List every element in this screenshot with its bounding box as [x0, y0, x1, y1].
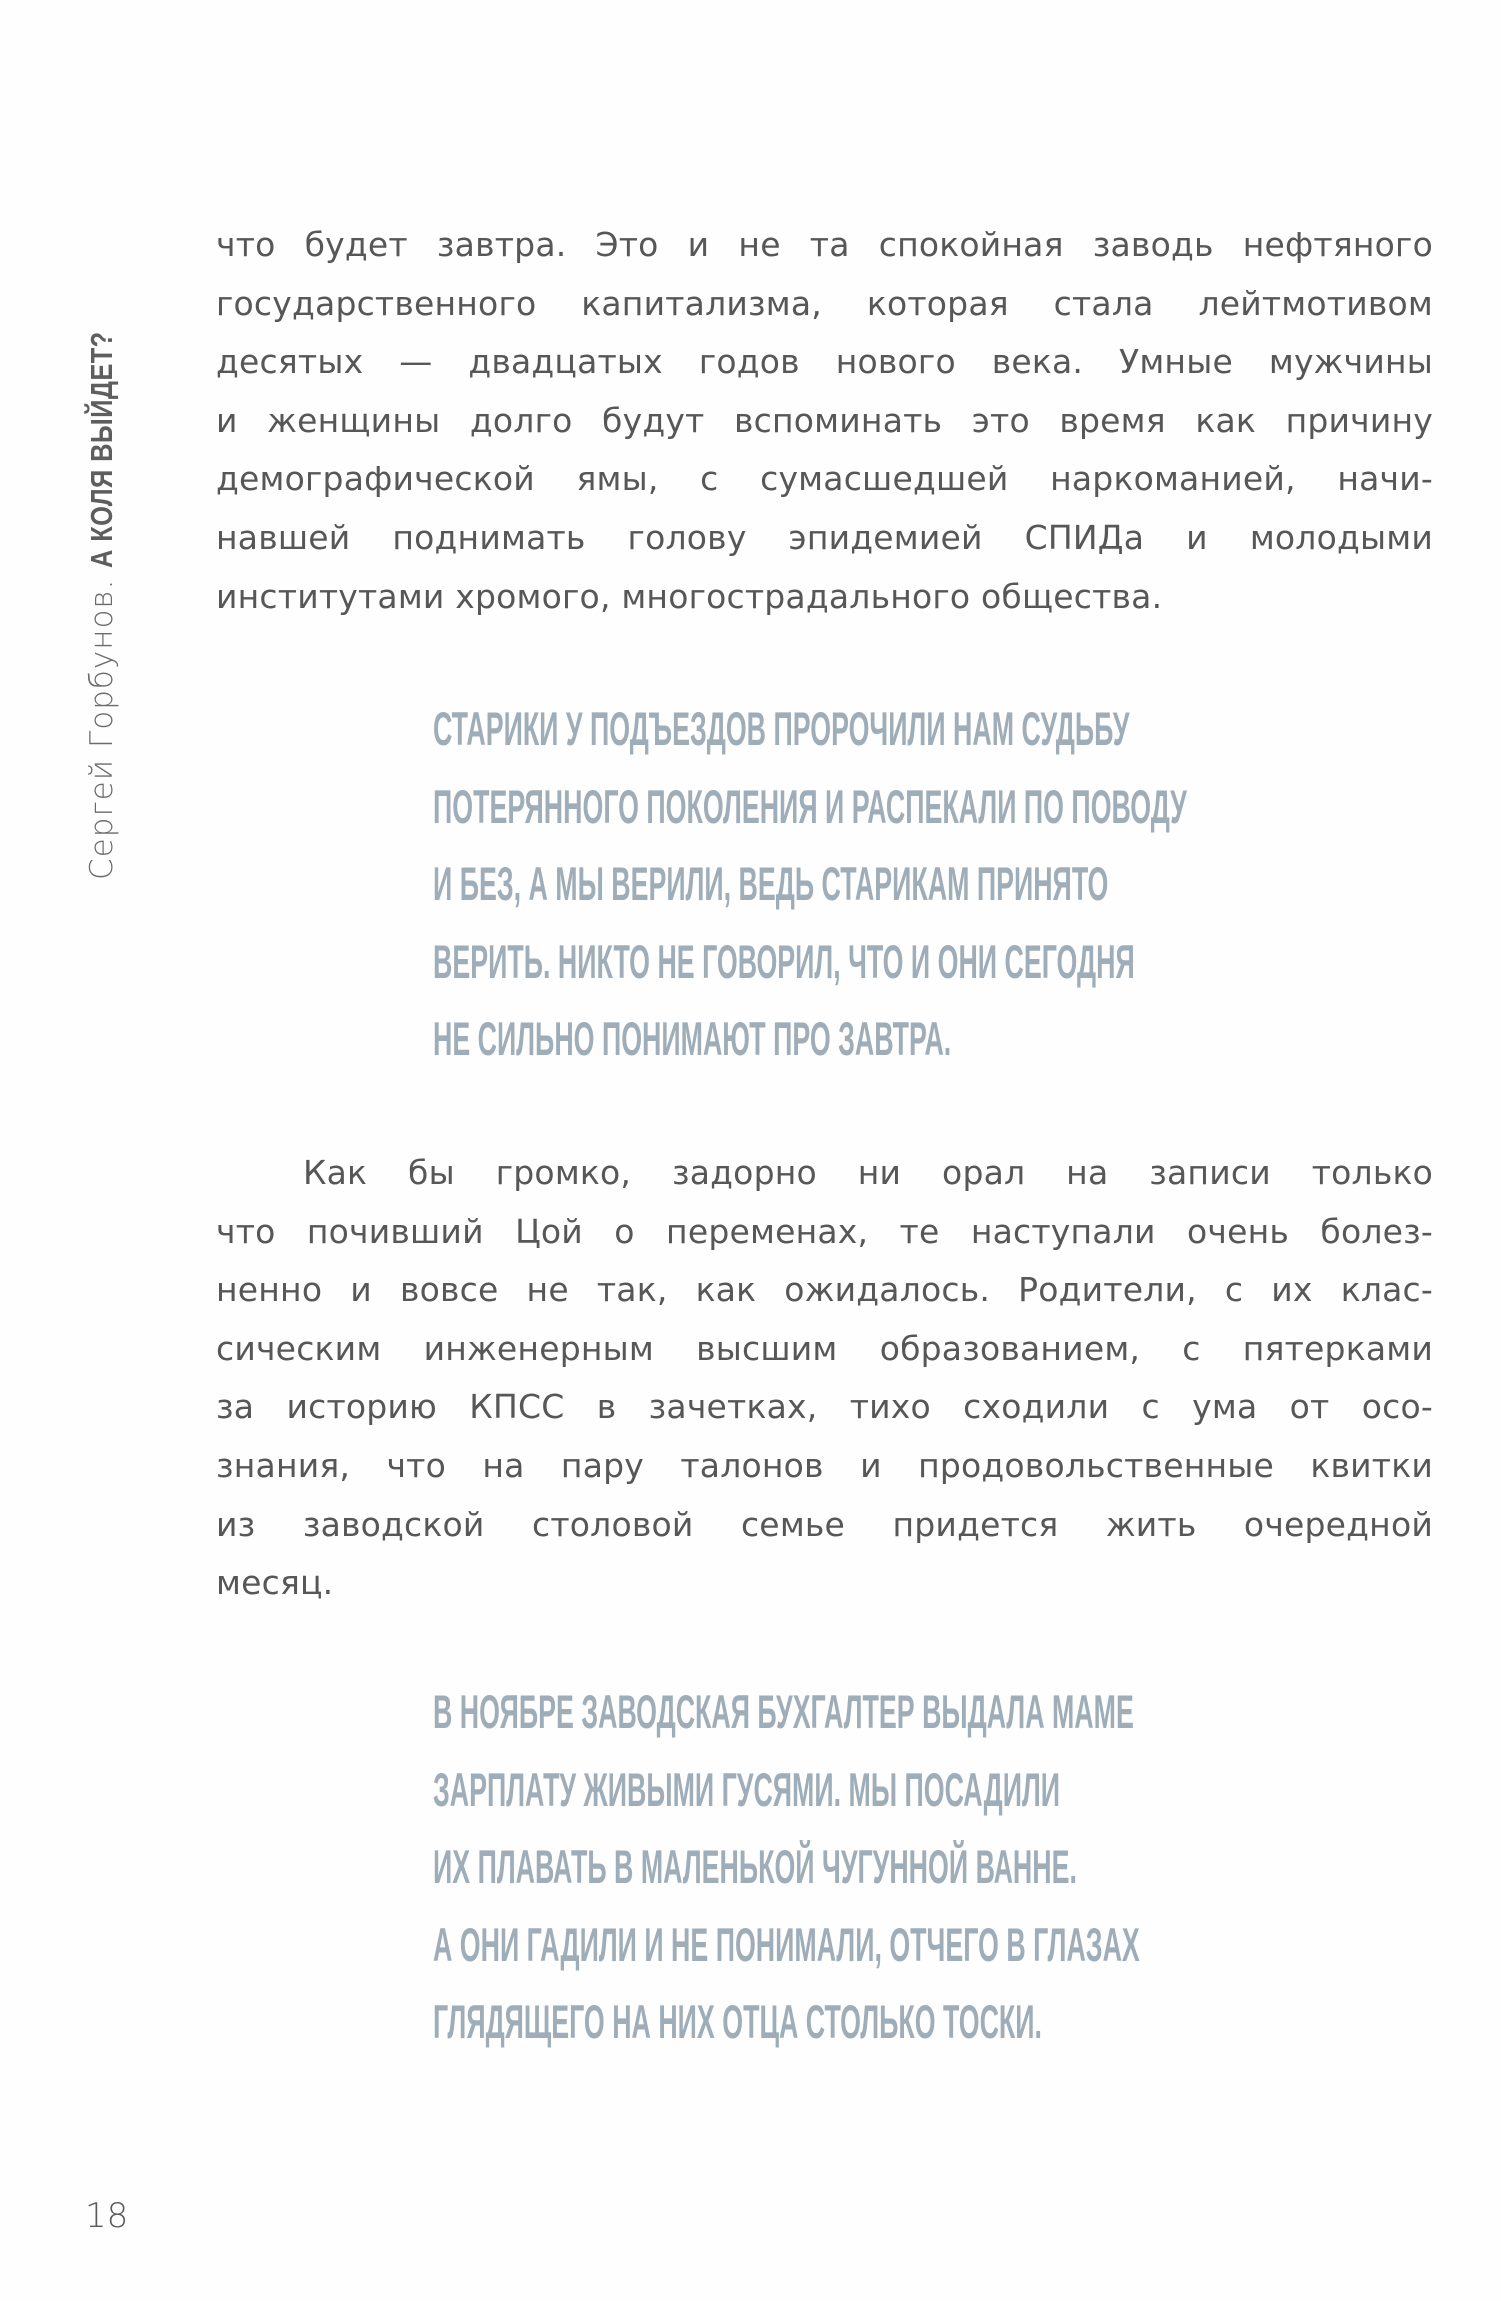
text-line: ненно и вовсе не так, как ожидалось. Родители, с их клас-	[216, 1270, 1433, 1310]
text-line: из заводской столовой семье придется жить очередной	[216, 1504, 1433, 1544]
page-number: 18	[85, 2196, 129, 2236]
text-line: знания, что на пару талонов и продовольственные квитки	[216, 1445, 1433, 1485]
running-header-author: Сергей Горбунов.	[84, 567, 120, 880]
paragraph-2	[216, 1144, 1433, 1613]
text-line: десятых — двадцатых годов нового века. Умные мужчины	[216, 342, 1433, 382]
quote-line: ПОТЕРЯННОГО ПОКОЛЕНИЯ И РАСПЕКАЛИ ПО ПОВОДУ	[433, 779, 1187, 833]
text-line: демографической ямы, с сумасшедшей наркоманией, начи-	[216, 459, 1433, 499]
quote-line: В НОЯБРЕ ЗАВОДСКАЯ БУХГАЛТЕР ВЫДАЛА МАМЕ	[433, 1685, 1134, 1738]
paragraph-1	[216, 216, 1433, 626]
pull-quote-2	[433, 1673, 1433, 2061]
text-line: месяц.	[216, 1563, 334, 1603]
quote-line: СТАРИКИ У ПОДЪЕЗДОВ ПРОРОЧИЛИ НАМ СУДЬБУ	[433, 702, 1130, 755]
text-line: сическим инженерным высшим образованием, с пятерками	[216, 1328, 1433, 1368]
text-line: навшей поднимать голову эпидемией СПИДа и молодыми	[216, 517, 1433, 557]
text-line: Как бы громко, задорно ни орал на записи только	[303, 1153, 1433, 1192]
quote-line: И БЕЗ, А МЫ ВЕРИЛИ, ВЕДЬ СТАРИКАМ ПРИНЯТО	[433, 857, 1109, 910]
quote-line: ЗАРПЛАТУ ЖИВЫМИ ГУСЯМИ. МЫ ПОСАДИЛИ	[433, 1762, 1061, 1816]
text-line: за историю КПСС в зачетках, тихо сходили с ума от осо-	[216, 1387, 1433, 1427]
running-header-title: А КОЛЯ ВЫЙДЕТ?	[84, 331, 119, 568]
text-line: что будет завтра. Это и не та спокойная заводь нефтяного	[216, 225, 1433, 264]
text-line: институтами хромого, многострадального общества.	[216, 576, 1163, 616]
text-line: что почивший Цой о переменах, те наступали очень болез-	[216, 1211, 1433, 1251]
text-line: государственного капитализма, которая стала лейтмотивом	[216, 283, 1433, 323]
quote-line: НЕ СИЛЬНО ПОНИМАЮТ ПРО ЗАВТРА.	[433, 1012, 952, 1065]
quote-line: ГЛЯДЯЩЕГО НА НИХ ОТЦА СТОЛЬКО ТОСКИ.	[433, 1995, 1042, 2048]
running-header	[82, 190, 122, 880]
text-line: и женщины долго будут вспоминать это время как причину	[216, 400, 1433, 440]
quote-line: А ОНИ ГАДИЛИ И НЕ ПОНИМАЛИ, ОТЧЕГО В ГЛАЗАХ	[433, 1917, 1140, 1971]
quote-line: ВЕРИТЬ. НИКТО НЕ ГОВОРИЛ, ЧТО И ОНИ СЕГОДНЯ	[433, 934, 1135, 988]
quote-line: ИХ ПЛАВАТЬ В МАЛЕНЬКОЙ ЧУГУННОЙ ВАННЕ.	[433, 1840, 1077, 1893]
pull-quote-1	[433, 690, 1433, 1078]
